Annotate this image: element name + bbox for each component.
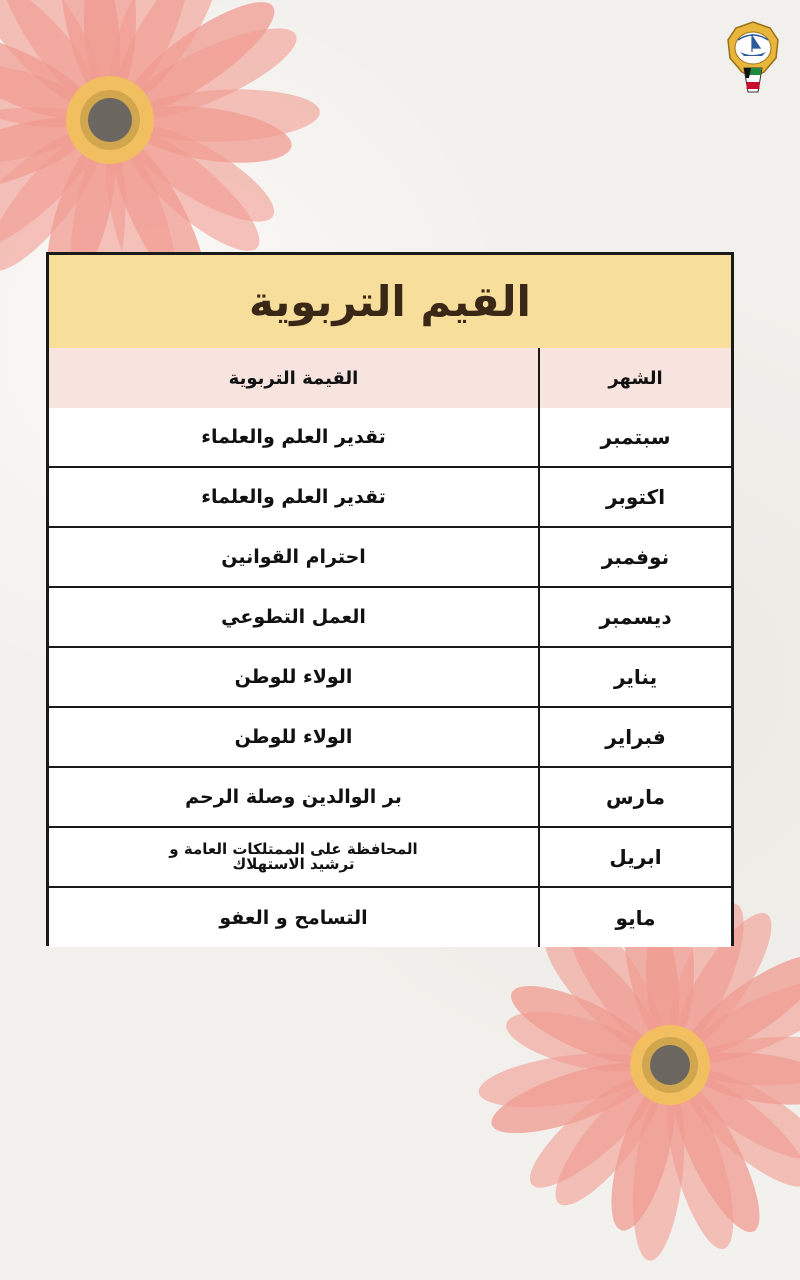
month-cell: يناير [538,648,731,706]
values-table [46,252,734,946]
table-row [49,648,731,708]
month-cell: سبتمبر [538,408,731,466]
value-cell: العمل التطوعي [221,606,366,628]
month-cell: ابريل [538,828,731,886]
table-row [49,768,731,828]
month-cell: مارس [538,768,731,826]
value-cell: الولاء للوطن [234,726,353,748]
table-row [49,708,731,768]
value-cell: بر الوالدين وصلة الرحم [185,786,402,808]
value-cell: الولاء للوطن [234,666,353,688]
value-cell: احترام القوانين [221,546,366,568]
month-cell: نوفمبر [538,528,731,586]
table-row [49,828,731,888]
value-cell: التسامح و العفو [219,906,368,929]
month-cell: اكتوبر [538,468,731,526]
table-title-row [49,255,731,350]
value-cell: المحافظة على الممتلكات العامة و ترشيد الاستهلاك [169,840,418,873]
month-cell: ديسمبر [538,588,731,646]
page-title: القيم التربوية [249,277,531,326]
table-body [49,408,731,947]
month-cell: فبراير [538,708,731,766]
table-header-row [49,348,731,410]
table-row [49,468,731,528]
table-row [49,408,731,468]
table-row [49,588,731,648]
table-row [49,888,731,947]
value-cell: تقدير العلم والعلماء [201,426,386,448]
month-cell: مايو [538,888,731,947]
kuwait-emblem-icon [718,18,788,98]
header-month: الشهر [538,348,731,408]
value-cell: تقدير العلم والعلماء [201,486,386,508]
header-value: القيمة التربوية [228,367,359,389]
table-row [49,528,731,588]
